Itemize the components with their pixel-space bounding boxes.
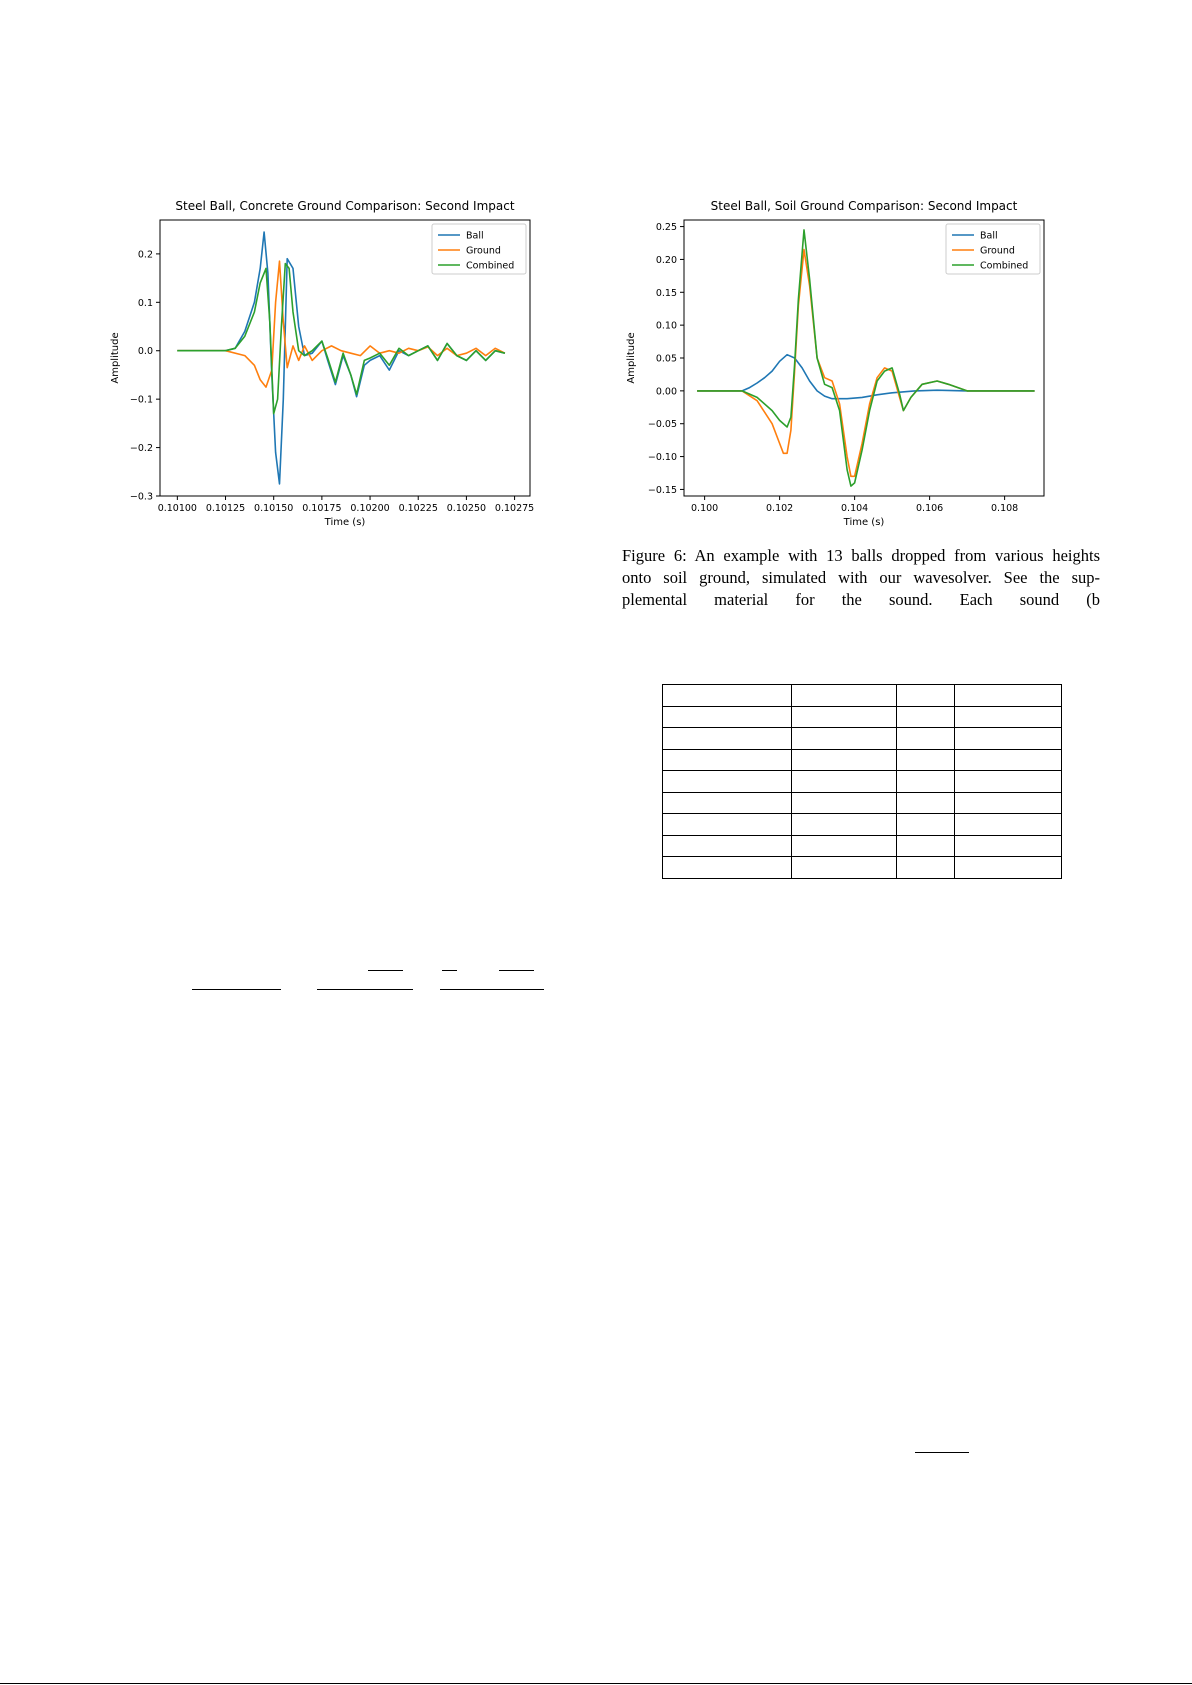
table-cell [955, 771, 1062, 793]
table-row [663, 685, 1062, 707]
x-tick-label: 0.104 [841, 503, 869, 514]
table-cell [663, 814, 792, 836]
equation-rule [915, 1452, 969, 1453]
table-cell [897, 749, 955, 771]
table-cell [955, 835, 1062, 857]
legend-entry: Ball [980, 230, 998, 242]
table-cell [897, 728, 955, 750]
table-cell [897, 835, 955, 857]
soil-comparison-chart [612, 190, 1062, 530]
equation-rule [317, 989, 413, 990]
table-cell [955, 857, 1062, 879]
caption-line: Figure 6: An example with 13 balls dropped from various heights [622, 546, 1100, 565]
table-cell [792, 857, 897, 879]
results-table [662, 684, 1062, 879]
table-cell [897, 685, 955, 707]
chart-title: Steel Ball, Concrete Ground Comparison: Second Impact [175, 199, 515, 213]
y-tick-label: −0.3 [129, 491, 153, 503]
caption-line: onto soil ground, simulated with our wavesolver. See the sup- [622, 568, 1100, 587]
y-tick-label: 0.05 [655, 353, 677, 365]
table-cell [955, 814, 1062, 836]
table-row [663, 857, 1062, 879]
chart-legend [946, 224, 1040, 274]
table-cell [663, 835, 792, 857]
table-cell [663, 792, 792, 814]
chart-title: Steel Ball, Soil Ground Comparison: Second Impact [710, 199, 1018, 213]
table-cell [663, 706, 792, 728]
legend-entry: Ball [466, 230, 484, 242]
table-row [663, 835, 1062, 857]
series-line-ground [697, 250, 1035, 477]
table-cell [955, 749, 1062, 771]
y-axis-label: Amplitude [626, 332, 637, 384]
x-tick-label: 0.10200 [350, 503, 390, 514]
y-tick-label: 0.2 [137, 249, 153, 261]
y-tick-label: 0.1 [137, 297, 153, 309]
concrete-comparison-chart [100, 190, 550, 530]
legend-entry: Ground [980, 245, 1015, 257]
y-tick-label: −0.10 [647, 452, 677, 464]
equation-rule [192, 989, 281, 990]
footer-rule [0, 1683, 1192, 1684]
table-cell [897, 814, 955, 836]
x-tick-label: 0.10275 [494, 503, 535, 514]
table-cell [897, 771, 955, 793]
equation-rule [499, 970, 534, 971]
caption-line: plemental material for the sound. Each sound (b [622, 590, 1100, 609]
table-cell [897, 706, 955, 728]
legend-entry: Combined [980, 260, 1029, 272]
table-cell [955, 706, 1062, 728]
equation-rule [368, 970, 403, 971]
table-cell [663, 771, 792, 793]
legend-entry: Ground [466, 245, 501, 257]
x-tick-label: 0.10250 [446, 503, 487, 514]
table-cell [897, 792, 955, 814]
x-tick-label: 0.10100 [157, 503, 197, 514]
table-cell [792, 728, 897, 750]
x-tick-label: 0.10225 [398, 503, 438, 514]
x-axis-label: Time (s) [324, 517, 366, 528]
y-tick-label: 0.15 [655, 287, 677, 299]
y-tick-label: 0.20 [655, 254, 677, 266]
table-cell [792, 685, 897, 707]
series-line-combined [177, 264, 505, 414]
table-cell [663, 857, 792, 879]
table-row [663, 814, 1062, 836]
x-tick-label: 0.10175 [302, 503, 342, 514]
series-line-ground [177, 261, 505, 387]
table-cell [792, 835, 897, 857]
series-line-ball [697, 355, 1035, 399]
table-cell [663, 749, 792, 771]
figure-6-caption [622, 545, 1100, 611]
x-tick-label: 0.100 [691, 503, 719, 514]
y-tick-label: 0.25 [655, 222, 677, 234]
table-row [663, 728, 1062, 750]
table-row [663, 706, 1062, 728]
x-tick-label: 0.102 [766, 503, 794, 514]
table-cell [792, 771, 897, 793]
x-axis-label: Time (s) [843, 517, 885, 528]
equation-rule [442, 970, 457, 971]
legend-entry: Combined [466, 260, 515, 272]
y-tick-label: 0.0 [137, 346, 153, 358]
y-tick-label: −0.05 [647, 419, 677, 431]
x-tick-label: 0.108 [991, 503, 1019, 514]
equation-rule [440, 989, 544, 990]
y-tick-label: −0.15 [647, 484, 677, 496]
table-cell [955, 792, 1062, 814]
chart-legend [432, 224, 526, 274]
y-tick-label: 0.00 [655, 386, 677, 398]
x-tick-label: 0.10125 [205, 503, 246, 514]
x-tick-label: 0.106 [916, 503, 944, 514]
table-cell [663, 685, 792, 707]
table-cell [792, 749, 897, 771]
table-row [663, 749, 1062, 771]
table-cell [792, 814, 897, 836]
table-cell [955, 685, 1062, 707]
table-row [663, 792, 1062, 814]
table-cell [663, 728, 792, 750]
table-cell [955, 728, 1062, 750]
y-tick-label: −0.2 [129, 443, 153, 455]
y-tick-label: −0.1 [129, 394, 153, 406]
table-cell [792, 706, 897, 728]
y-tick-label: 0.10 [655, 320, 677, 332]
table-cell [792, 792, 897, 814]
y-axis-label: Amplitude [110, 332, 121, 384]
table-row [663, 771, 1062, 793]
table-cell [897, 857, 955, 879]
x-tick-label: 0.10150 [254, 503, 294, 514]
